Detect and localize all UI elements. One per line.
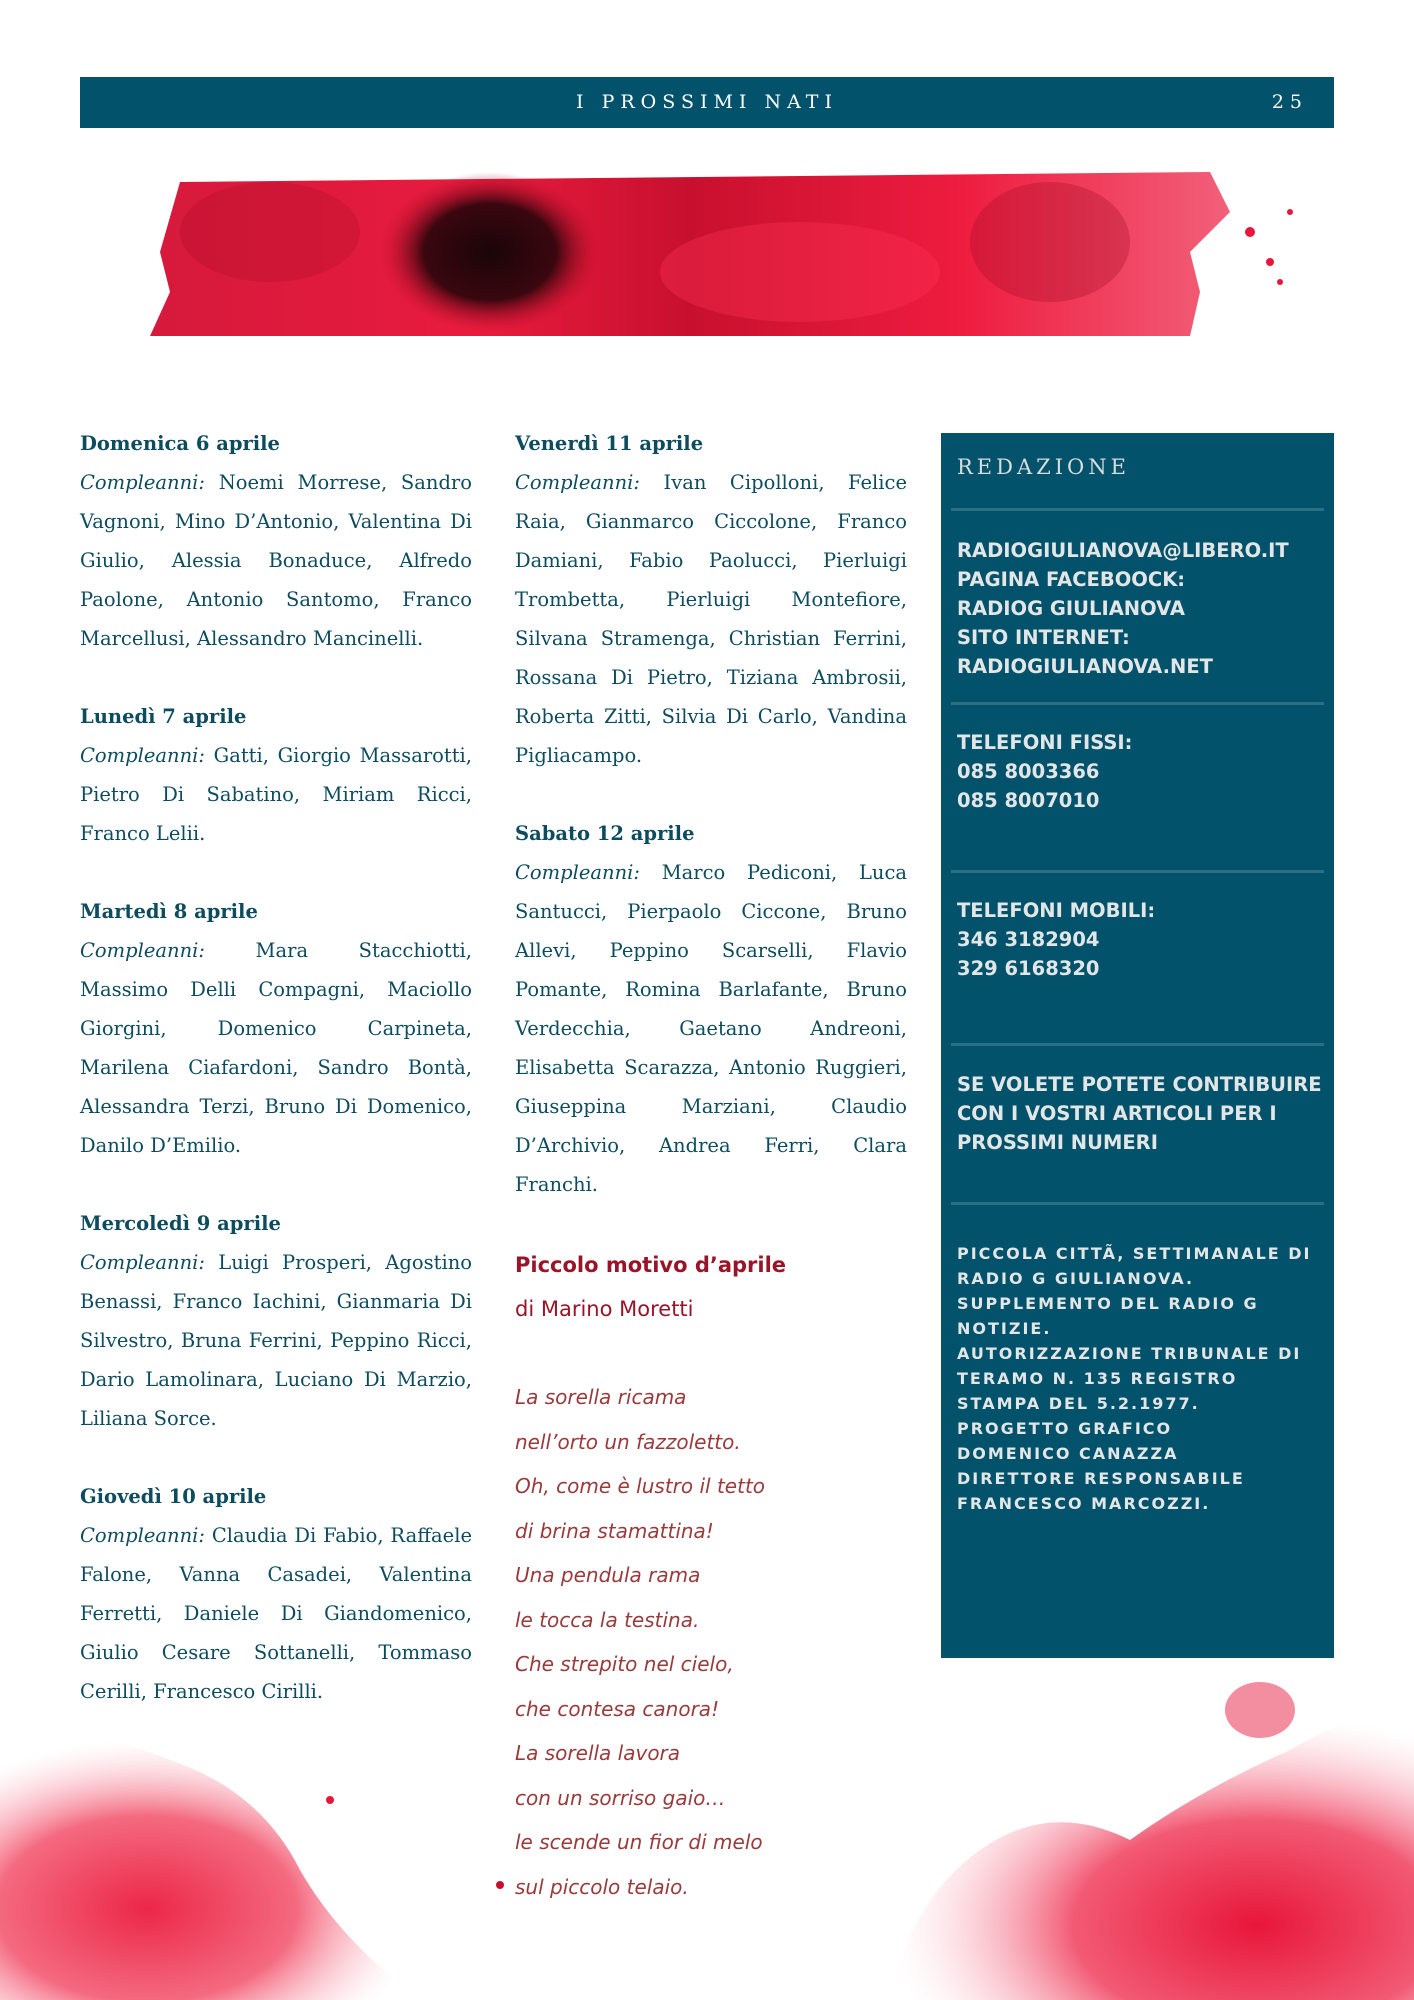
colophon-line: FRANCESCO MARCOZZI. [957, 1494, 1211, 1513]
birthdays-column-1 [80, 424, 472, 1750]
sidebar-heading: REDAZIONE [957, 455, 1130, 479]
poem-line: nell’orto un fazzoletto. [515, 1429, 741, 1454]
colophon-line: DIRETTORE RESPONSABILE [957, 1469, 1245, 1488]
day-birthdays [80, 931, 472, 1165]
facebook-label: PAGINA FACEBOOCK: [957, 568, 1186, 591]
paint-drops [480, 1780, 520, 1900]
sidebar-divider [951, 508, 1324, 511]
poem-line: con un sorriso gaio… [515, 1785, 726, 1810]
fixed-phones-label: TELEFONI FISSI: [957, 731, 1133, 754]
poem-line: Oh, come è lustro il tetto [515, 1474, 766, 1498]
poem-author: di Marino Moretti [515, 1297, 694, 1321]
birthday-names: Gatti, Giorgio Massarotti, Pietro Di Sabatino, Miriam Ricci, Franco Lelii. [80, 744, 472, 845]
facebook-link[interactable]: RADIOG GIULIANOVA [957, 597, 1186, 620]
poem-body [515, 1375, 907, 1909]
birthday-names: Luigi Prosperi, Agostino Benassi, Franco Iachini, Gianmaria Di Silvestro, Bruna Ferrini, Peppino Ricci, Dario Lamolinara, Luciano Di Marzio, Liliana Sorce. [80, 1251, 472, 1430]
fixed-phones-block [957, 728, 1322, 815]
birthdays-label: Compleanni: [80, 744, 205, 767]
redazione-sidebar [941, 433, 1334, 1658]
mobile-phones-block [957, 896, 1322, 983]
sidebar-divider [951, 870, 1324, 873]
day-birthdays [80, 1243, 472, 1438]
birthday-names: Claudia Di Fabio, Raffaele Falone, Vanna Casadei, Valentina Ferretti, Daniele Di Giandomenico, Giulio Cesare Sottanelli, Tommaso Cerilli, Francesco Cirilli. [80, 1524, 472, 1703]
colophon-line: PICCOLA CITTÃ, SETTIMANALE DI [957, 1244, 1312, 1263]
day-entry [80, 424, 472, 658]
birthdays-label: Compleanni: [80, 1524, 205, 1547]
email-link[interactable]: RADIOGIULIANOVA@LIBERO.IT [957, 539, 1289, 562]
poem-title: Piccolo motivo d’aprile [515, 1253, 787, 1277]
poem-line: le tocca la testina. [515, 1607, 700, 1632]
contacts-block [957, 536, 1322, 681]
birthday-names: Mara Stacchiotti, Massimo Delli Compagni, Maciollo Giorgini, Domenico Carpineta, Marilena Ciafardoni, Sandro Bontà, Alessandra Terzi, Bruno Di Domenico, Danilo D’Emilio. [80, 939, 472, 1157]
day-title: Lunedì 7 aprile [80, 705, 247, 728]
day-entry [80, 1477, 472, 1711]
day-entry [80, 697, 472, 853]
poppy-banner-image [150, 172, 1320, 336]
colophon-line: AUTORIZZAZIONE TRIBUNALE DI [957, 1344, 1302, 1363]
day-entry [80, 1204, 472, 1438]
colophon-line: STAMPA DEL 5.2.1977. [957, 1394, 1200, 1413]
day-birthdays [80, 1516, 472, 1711]
birthdays-label: Compleanni: [80, 939, 205, 962]
day-title: Sabato 12 aprile [515, 822, 695, 845]
section-title: I PROSSIMI NATI [576, 91, 838, 113]
website-link[interactable]: RADIOGIULIANOVA.NET [957, 655, 1213, 678]
phone-number[interactable]: 085 8007010 [957, 789, 1100, 812]
day-title: Venerdì 11 aprile [515, 432, 704, 455]
day-birthdays [80, 736, 472, 853]
day-entry [515, 424, 907, 775]
sidebar-divider [951, 1202, 1324, 1205]
colophon-line: TERAMO N. 135 REGISTRO [957, 1369, 1238, 1388]
poem-line: Che strepito nel cielo, [515, 1652, 734, 1676]
poem-line: sul piccolo telaio. [515, 1874, 689, 1899]
phone-number[interactable]: 085 8003366 [957, 760, 1100, 783]
day-entry [80, 892, 472, 1165]
phone-number[interactable]: 329 6168320 [957, 957, 1100, 980]
day-title: Martedì 8 aprile [80, 900, 258, 923]
birthdays-label: Compleanni: [80, 1251, 205, 1274]
website-label: SITO INTERNET: [957, 626, 1130, 649]
poem-line: La sorella lavora [515, 1741, 681, 1765]
birthday-names: Ivan Cipolloni, Felice Raia, Gianmarco Ciccolone, Franco Damiani, Fabio Paolucci, Pierluigi Trombetta, Pierluigi Montefiore, Silvana Stramenga, Christian Ferrini, Rossana Di Pietro, Tiziana Ambrosii, Roberta Zitti, Silvia Di Carlo, Vandina Pigliacampo. [515, 471, 907, 767]
sidebar-divider [951, 1043, 1324, 1046]
watercolor-splash-right [870, 1670, 1414, 2000]
day-title: Domenica 6 aprile [80, 432, 280, 455]
sidebar-divider [951, 702, 1324, 705]
birthdays-label: Compleanni: [515, 471, 640, 494]
day-birthdays [515, 853, 907, 1204]
colophon-line: PROGETTO GRAFICO [957, 1419, 1173, 1438]
poem-line: La sorella ricama [515, 1385, 687, 1409]
day-title: Giovedì 10 aprile [80, 1485, 267, 1508]
phone-number[interactable]: 346 3182904 [957, 928, 1100, 951]
day-title: Mercoledì 9 aprile [80, 1212, 281, 1235]
day-birthdays [515, 463, 907, 775]
birthdays-label: Compleanni: [80, 471, 205, 494]
poem-line: le scende un fior di melo [515, 1830, 763, 1854]
birthday-names: Noemi Morrese, Sandro Vagnoni, Mino D’Antonio, Valentina Di Giulio, Alessia Bonaduce, Alfredo Paolone, Antonio Santomo, Franco Marcellusi, Alessandro Mancinelli. [80, 471, 472, 650]
birthdays-column-2 [515, 424, 907, 1909]
contribute-text: SE VOLETE POTETE CONTRIBUIRE CON I VOSTRI ARTICOLI PER I PROSSIMI NUMERI [957, 1073, 1322, 1154]
colophon [957, 1241, 1327, 1516]
colophon-line: SUPPLEMENTO DEL RADIO G [957, 1294, 1259, 1313]
page-number: 25 [1271, 91, 1308, 113]
poem-line: che contesa canora! [515, 1696, 720, 1721]
colophon-line: DOMENICO CANAZZA [957, 1444, 1179, 1463]
birthdays-label: Compleanni: [515, 861, 640, 884]
poem-line: di brina stamattina! [515, 1518, 714, 1543]
poem-line: Una pendula rama [515, 1563, 701, 1587]
day-birthdays [80, 463, 472, 658]
colophon-line: RADIO G GIULIANOVA. [957, 1269, 1195, 1288]
mobile-phones-label: TELEFONI MOBILI: [957, 899, 1156, 922]
colophon-line: NOTIZIE. [957, 1319, 1052, 1338]
day-entry [515, 814, 907, 1204]
birthday-names: Marco Pediconi, Luca Santucci, Pierpaolo Ciccone, Bruno Allevi, Peppino Scarselli, Flavio Pomante, Romina Barlafante, Bruno Verdecchia, Gaetano Andreoni, Elisabetta Scarazza, Antonio Ruggieri, Giuseppina Marziani, Claudio D’Archivio, Andrea Ferri, Clara Franchi. [515, 861, 907, 1196]
header-bar [80, 77, 1334, 128]
